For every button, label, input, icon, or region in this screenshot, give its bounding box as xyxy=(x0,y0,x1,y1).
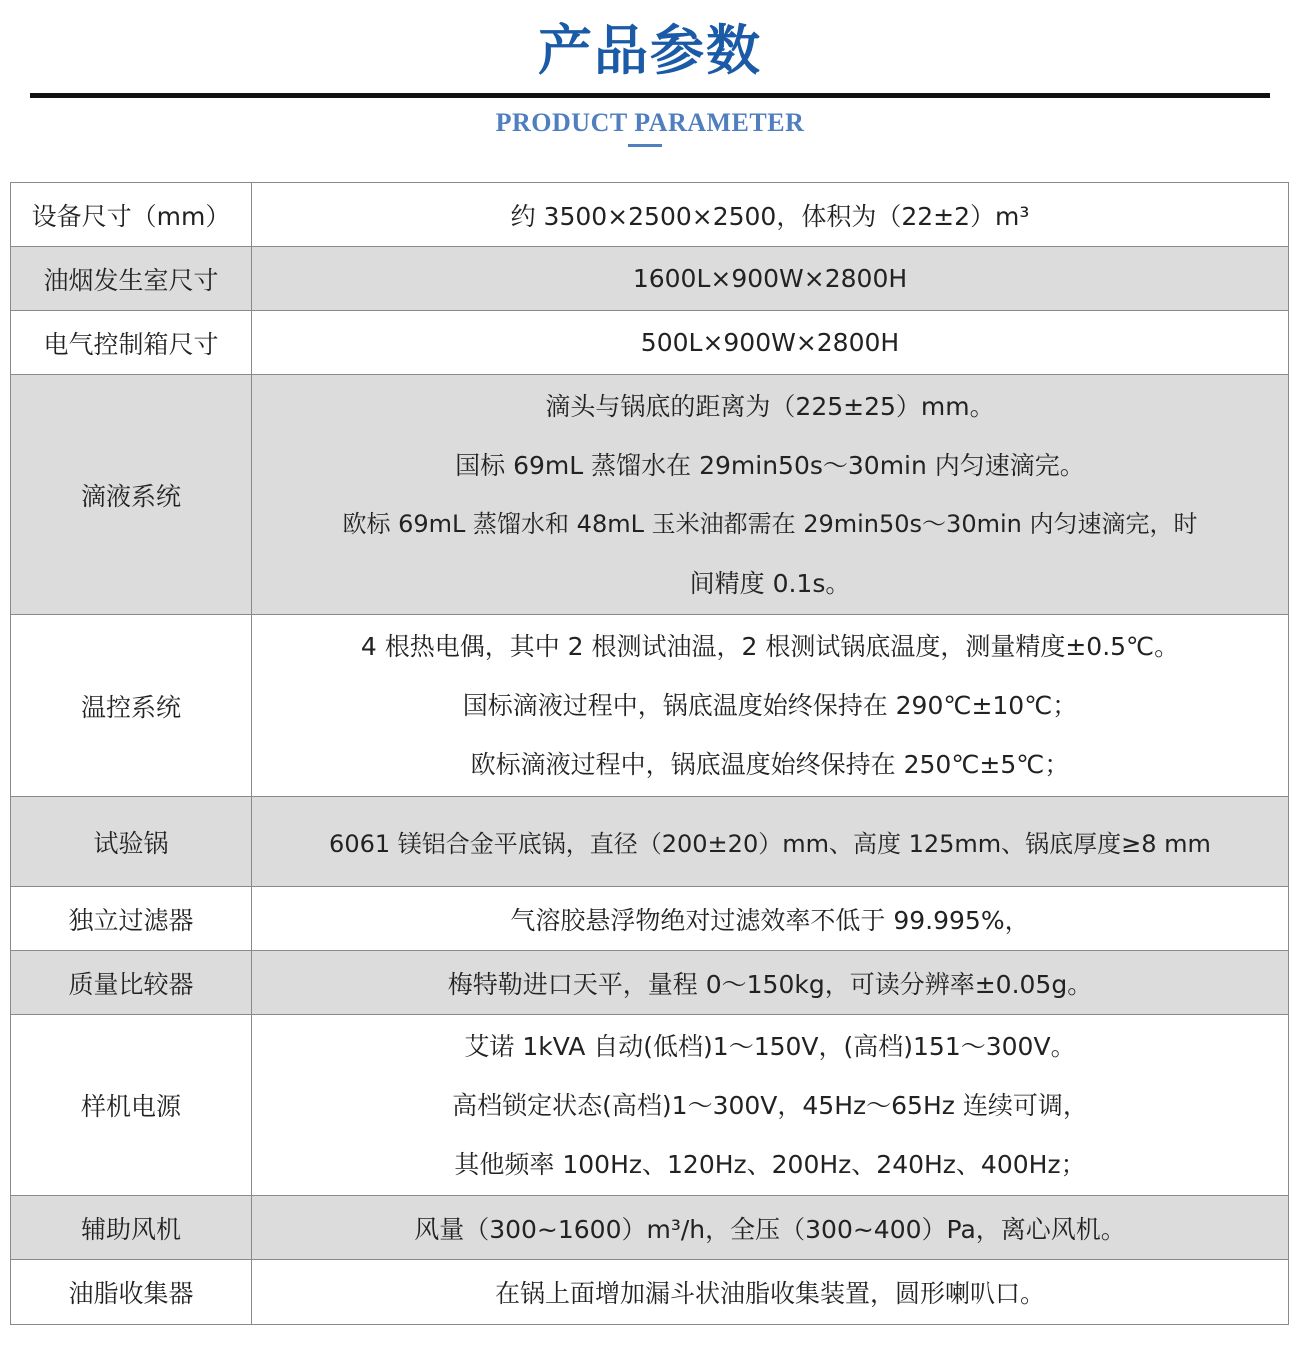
row-label: 质量比较器 xyxy=(11,951,252,1015)
table-row xyxy=(11,797,1289,887)
value-line: 4 根热电偶，其中 2 根测试油温，2 根测试锅底温度，测量精度±0.5℃。 xyxy=(360,632,1180,661)
row-value xyxy=(252,183,1289,247)
page-subtitle: PRODUCT PARAMETER xyxy=(495,108,805,137)
value-line: 在锅上面增加漏斗状油脂收集装置，圆形喇叭口。 xyxy=(494,1279,1045,1308)
value-line: 欧标 69mL 蒸馏水和 48mL 玉米油都需在 29min50s～30min 内匀速滴完，时 xyxy=(342,509,1198,538)
row-value xyxy=(252,311,1289,375)
row-label: 试验锅 xyxy=(11,797,252,887)
value-line: 其他频率 100Hz、120Hz、200Hz、240Hz、400Hz； xyxy=(454,1149,1086,1179)
value-line: 1600L×900W×2800H xyxy=(632,264,908,293)
value-line: 6061 镁铝合金平底锅，直径（200±20）mm、高度 125mm、锅底厚度≥8 mm xyxy=(329,830,1211,858)
row-value xyxy=(252,951,1289,1015)
table-row xyxy=(11,311,1289,375)
table-row xyxy=(11,375,1289,615)
row-label: 电气控制箱尺寸 xyxy=(11,311,252,375)
row-label: 样机电源 xyxy=(11,1015,252,1196)
row-value xyxy=(252,375,1289,615)
table-row xyxy=(11,1015,1289,1196)
page-title: 产品参数 xyxy=(538,19,762,82)
table-row xyxy=(11,887,1289,951)
value-line: 高档锁定状态(高档)1～300V，45Hz～65Hz 连续可调， xyxy=(452,1090,1088,1120)
row-value xyxy=(252,615,1289,797)
value-line: 气溶胶悬浮物绝对过滤效率不低于 99.995%， xyxy=(510,905,1030,935)
row-label: 辅助风机 xyxy=(11,1196,252,1260)
row-label: 温控系统 xyxy=(11,615,252,797)
value-line: 约 3500×2500×2500，体积为（22±2）m³ xyxy=(510,201,1030,231)
row-value xyxy=(252,797,1289,887)
row-label: 油脂收集器 xyxy=(11,1260,252,1325)
row-value xyxy=(252,1260,1289,1325)
table-row xyxy=(11,615,1289,797)
table-row xyxy=(11,951,1289,1015)
row-label: 设备尺寸（mm） xyxy=(11,183,252,247)
title-divider xyxy=(30,93,1270,98)
row-value xyxy=(252,887,1289,951)
value-line: 滴头与锅底的距离为（225±25）mm。 xyxy=(545,391,995,421)
table-row xyxy=(11,1260,1289,1325)
row-value xyxy=(252,1015,1289,1196)
row-value xyxy=(252,1196,1289,1260)
parameter-table xyxy=(10,182,1289,1325)
table-row xyxy=(11,247,1289,311)
row-label: 滴液系统 xyxy=(11,375,252,615)
table-row xyxy=(11,1196,1289,1260)
subtitle-underline xyxy=(628,144,662,147)
row-label: 独立过滤器 xyxy=(11,887,252,951)
value-line: 梅特勒进口天平，量程 0～150kg，可读分辨率±0.05g。 xyxy=(447,969,1093,999)
value-line: 艾诺 1kVA 自动(低档)1～150V，(高档)151～300V。 xyxy=(464,1031,1076,1061)
value-line: 间精度 0.1s。 xyxy=(689,568,851,598)
value-line: 风量（300~1600）m³/h，全压（300~400）Pa，离心风机。 xyxy=(414,1214,1126,1244)
row-value xyxy=(252,247,1289,311)
row-label: 油烟发生室尺寸 xyxy=(11,247,252,311)
value-line: 500L×900W×2800H xyxy=(640,328,900,357)
value-line: 国标 69mL 蒸馏水在 29min50s～30min 内匀速滴完。 xyxy=(455,450,1085,480)
value-line: 国标滴液过程中，锅底温度始终保持在 290℃±10℃； xyxy=(462,691,1078,720)
value-line: 欧标滴液过程中，锅底温度始终保持在 250℃±5℃； xyxy=(470,750,1070,779)
table-row xyxy=(11,183,1289,247)
